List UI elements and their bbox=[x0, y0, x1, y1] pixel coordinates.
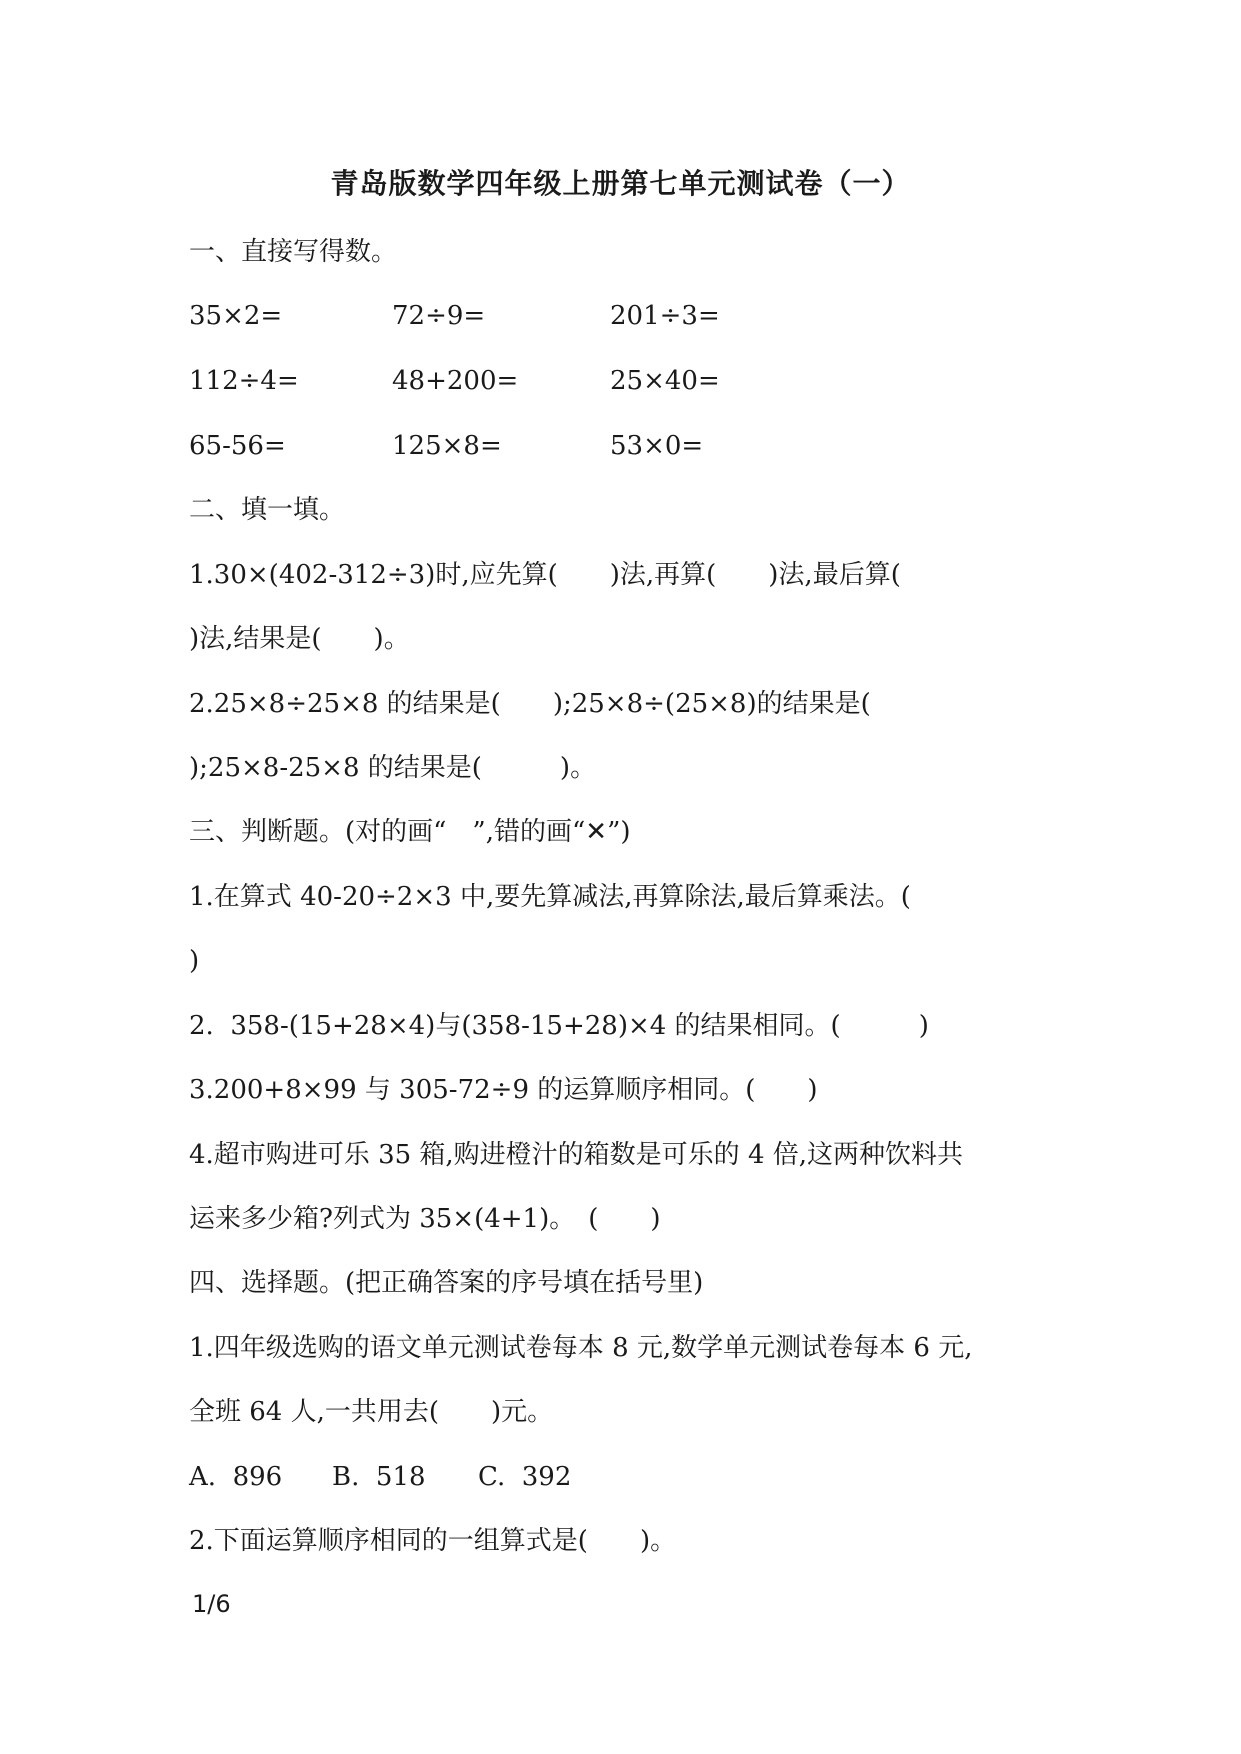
section-2-heading: 二、填一填。 bbox=[189, 495, 346, 525]
calc-item: 72÷9= bbox=[392, 301, 486, 331]
calc-item: 35×2= bbox=[189, 301, 283, 331]
option-a: A. 896 bbox=[189, 1462, 283, 1492]
section-3-heading: 三、判断题。(对的画“ ”,错的画“✕”) bbox=[189, 817, 631, 847]
option-b: B. 518 bbox=[332, 1462, 426, 1492]
question-text: 3.200+8×99 与 305-72÷9 的运算顺序相同。( ) bbox=[189, 1075, 818, 1105]
question-text: 1.四年级选购的语文单元测试卷每本 8 元,数学单元测试卷每本 6 元, bbox=[189, 1333, 973, 1363]
calc-item: 65-56= bbox=[189, 431, 286, 461]
question-text: 2.25×8÷25×8 的结果是( );25×8÷(25×8)的结果是( bbox=[189, 689, 871, 719]
question-text: 1.30×(402-312÷3)时,应先算( )法,再算( )法,最后算( bbox=[189, 560, 901, 590]
question-text: 2. 358-(15+28×4)与(358-15+28)×4 的结果相同。( ) bbox=[189, 1011, 929, 1041]
question-text: 运来多少箱?列式为 35×(4+1)。 ( ) bbox=[189, 1204, 661, 1234]
question-text: )法,结果是( )。 bbox=[189, 624, 410, 654]
question-text: 全班 64 人,一共用去( )元。 bbox=[189, 1397, 554, 1427]
section-4-heading: 四、选择题。(把正确答案的序号填在括号里) bbox=[189, 1268, 704, 1298]
question-text: 2.下面运算顺序相同的一组算式是( )。 bbox=[189, 1526, 677, 1556]
page-title: 青岛版数学四年级上册第七单元测试卷（一） bbox=[330, 167, 911, 200]
question-text: );25×8-25×8 的结果是( )。 bbox=[189, 753, 597, 783]
section-1-heading: 一、直接写得数。 bbox=[189, 237, 398, 267]
page-number: 1/6 bbox=[192, 1590, 231, 1618]
question-text: 1.在算式 40-20÷2×3 中,要先算减法,再算除法,最后算乘法。( bbox=[189, 882, 911, 912]
calc-item: 53×0= bbox=[610, 431, 704, 461]
calc-item: 125×8= bbox=[392, 431, 502, 461]
calc-item: 25×40= bbox=[610, 366, 720, 396]
calc-item: 201÷3= bbox=[610, 301, 720, 331]
calc-item: 112÷4= bbox=[189, 366, 299, 396]
calc-item: 48+200= bbox=[392, 366, 519, 396]
question-text: 4.超市购进可乐 35 箱,购进橙汁的箱数是可乐的 4 倍,这两种饮料共 bbox=[189, 1140, 964, 1170]
question-text: ) bbox=[189, 946, 200, 976]
option-c: C. 392 bbox=[478, 1462, 572, 1492]
